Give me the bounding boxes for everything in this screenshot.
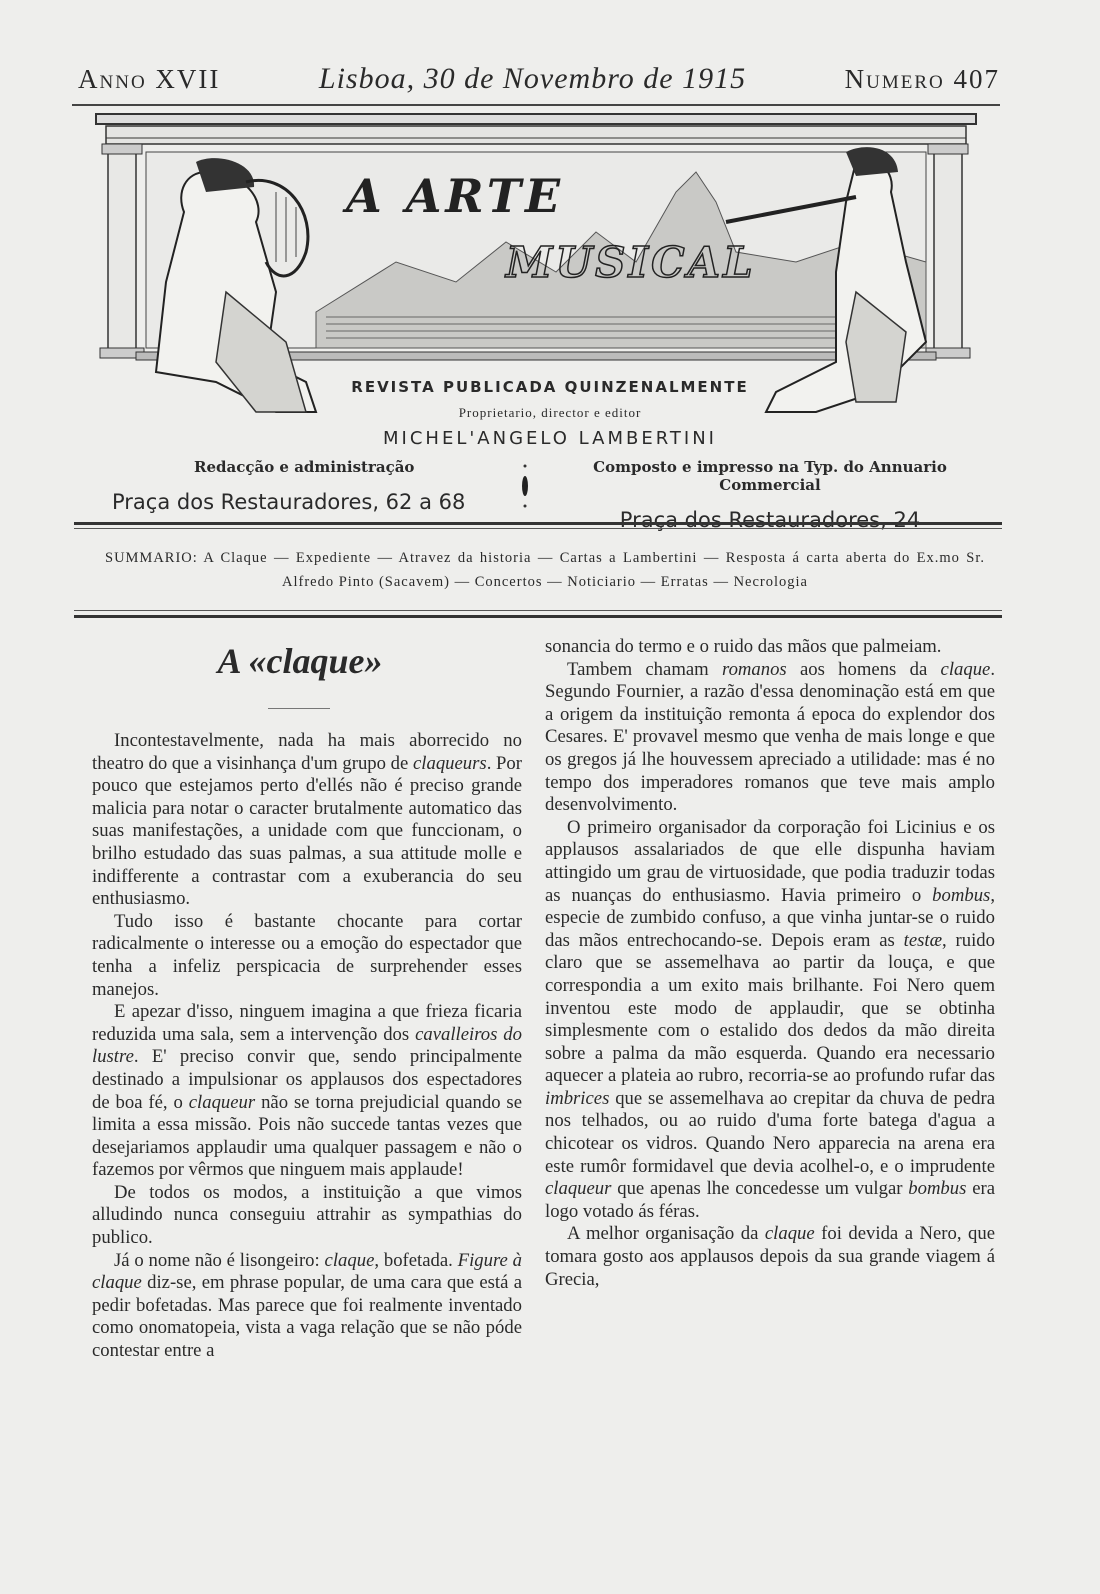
- paragraph-text: aos homens da: [786, 658, 941, 680]
- issue-number: Numero 407: [844, 64, 1000, 94]
- article-paragraph: [545, 1223, 995, 1291]
- summary-rule-top: [74, 522, 1002, 525]
- column-divider-ornament: [521, 462, 529, 510]
- summary-rule-top-thin: [74, 528, 1002, 529]
- emphasis-text: bombus: [908, 1178, 967, 1200]
- paragraph-text: O primeiro organisador da corporação foi Licinius e os applausos assalariados de que elle dispunha haviam attingido um grau de virtuosidade, que podia traduzir todas as nuanças do enthusiasmo. Havia primeiro o: [545, 816, 995, 906]
- printing-block: [545, 458, 995, 532]
- administration-block: [112, 458, 512, 514]
- article-paragraph: [92, 730, 522, 911]
- masthead-title-line2: MUSICAL: [506, 238, 756, 287]
- emphasis-text: bombus: [932, 884, 991, 906]
- article-paragraph: [545, 636, 995, 659]
- paragraph-text: , ruido claro que se assemelhava ao partir da louça, e que correspondia a um exito mais brilhante. Foi Nero quem inventou este modo de applaudir, que se obtinha simplesmente com o estalido dos dedos da mão direita sobre a palma da mão esquerda. Quando era necessario aquecer a plateia ao rubro, recorria-se ao profundo rufar das: [545, 929, 995, 1087]
- volume-label: Anno XVII: [78, 64, 221, 94]
- article-paragraph: [92, 911, 522, 1001]
- paragraph-text: E apezar d'isso, ninguem imagina a que frieza ficaria reduzida uma sala, sem a intervenção dos: [92, 1001, 522, 1045]
- paragraph-text: que se assemelhava ao crepitar da chuva de pedra nos telhados, ou ao ruido d'uma forte bategа d'agua a chicotear os vidros. Quando Nero apparecia na arena era este rumôr formidavel que devia acolhel-o, e o imprudente: [545, 1087, 995, 1177]
- emphasis-text: Figure à claque: [92, 1249, 522, 1294]
- administration-label: Redacção e administração: [194, 458, 415, 476]
- paragraph-text: foi devida a Nero, que tomara gosto aos applausos depois da sua grande viagem á Grecia,: [545, 1223, 995, 1290]
- article-paragraph: [545, 659, 995, 817]
- issue-header: [78, 62, 1000, 102]
- paragraph-text: . E' preciso convir que, sendo principalmente destinado a impulsionar os applausos dos espectadores de boa fé, o: [92, 1046, 522, 1113]
- emphasis-text: claque: [940, 658, 991, 680]
- paragraph-text: não se torna prejudicial quando se limita a essa missão. Pois não succede tantas vezes que desejariamos applaudir uma qualquer passagem e não o fazemos por vêrmos que ninguem mais applaude!: [92, 1091, 522, 1181]
- paragraph-text: era logo votado ás féras.: [545, 1178, 996, 1222]
- article-paragraph: [92, 1250, 522, 1363]
- summary-contents: SUMMARIO: A Claque — Expediente — Atravez da historia — Cartas a Lambertini — Resposta á carta aberta do Ex.mo Sr. Alfredo Pinto (Sacavem) — Concertos — Noticiario — Erratas — Necrologia: [105, 550, 985, 590]
- paragraph-text: que apenas lhe concedesse um vulgar: [611, 1178, 909, 1200]
- emphasis-text: claqueur: [545, 1178, 612, 1200]
- paragraph-text: sonancia do termo e o ruido das mãos que palmeiam.: [545, 636, 942, 657]
- emphasis-text: claqueur: [188, 1091, 256, 1113]
- paragraph-text: De todos os modos, a instituição a que vimos alludindo nunca conseguiu attrahir as sympathias do publico.: [92, 1181, 522, 1249]
- paragraph-text: , bofetada.: [374, 1249, 458, 1271]
- summary-rule-bottom-thin: [74, 610, 1002, 611]
- paragraph-text: . Segundo Fournier, a razão d'essa denominação está em que a origem da instituição remonta á epoca do explendor dos Cesares. E' provavel mesmo que venha de mais longe e que os gregos já lhe houvessem apreciado a utilidade: mas é no tempo dos imperadores romanos que teve mais amplo desenvolvimento.: [545, 658, 996, 816]
- paragraph-text: Tudo isso é bastante chocante para cortar radicalmente o interesse ou a emoção do espectador que tenha a infeliz perspicacia de surprehender esses manejos.: [92, 910, 522, 1000]
- header-rule: [72, 104, 1000, 106]
- emphasis-text: claqueurs: [412, 752, 487, 774]
- emphasis-text: imbrices: [545, 1087, 610, 1109]
- printing-label: Composto e impresso na Typ. do Annuario Commercial: [593, 458, 947, 494]
- article-paragraph: [545, 817, 995, 1224]
- paragraph-text: Tambem chamam: [567, 658, 722, 680]
- issue-date: Lisboa, 30 de Novembro de 1915: [318, 62, 747, 95]
- emphasis-text: romanos: [721, 658, 787, 680]
- emphasis-text: testæ: [903, 929, 943, 951]
- paragraph-text: , especie de zumbido confuso, a que vinha juntar-se o ruido das mãos entrechocando-se. Depois eram as: [545, 884, 995, 951]
- paragraph-text: diz-se, em phrase popular, de uma cara que está a pedir bofetadas. Mas parece que foi realmente inventado como onomatopeia, vista a vaga relação que se não póde contestar entre a: [92, 1272, 522, 1362]
- magazine-subtitle: REVISTA PUBLICADA QUINZENALMENTE: [351, 378, 749, 396]
- title-rule: [268, 708, 330, 709]
- article-column-left: [92, 730, 522, 1363]
- article-column-right: [545, 636, 995, 1291]
- summary-rule-bottom: [74, 615, 1002, 618]
- emphasis-text: claque: [324, 1249, 375, 1271]
- article-title: A «claque»: [217, 641, 383, 681]
- administration-address: Praça dos Restauradores, 62 a 68: [112, 490, 466, 514]
- paragraph-text: Já o nome não é lisongeiro:: [114, 1249, 325, 1271]
- emphasis-text: cavalleiros do lustre: [92, 1023, 522, 1068]
- article-paragraph: [92, 1001, 522, 1182]
- emphasis-text: claque: [764, 1223, 815, 1245]
- article-paragraph: [92, 1182, 522, 1250]
- masthead-title: A ARTE: [346, 169, 565, 223]
- director-name: MICHEL'ANGELO LAMBERTINI: [383, 428, 717, 449]
- printing-address: Praça dos Restauradores, 24: [619, 508, 921, 532]
- paragraph-text: Incontestavelmente, nada ha mais aborrecido no theatro do que a visinhança d'um grupo de: [92, 730, 522, 774]
- paragraph-text: . Por pouco que estejamos perto d'ellés não é preciso grande malicia para notar o caracter brutalmente automatico das suas manifestações, a unidade com que funccionam, o brilho estudado das suas palmas, a sua attitude molle e indifferente a contrastar com a exuberancia do seu enthusiasmo.: [92, 752, 522, 910]
- proprietor-line: Proprietario, director e editor: [458, 405, 642, 420]
- paragraph-text: A melhor organisação da: [567, 1223, 765, 1245]
